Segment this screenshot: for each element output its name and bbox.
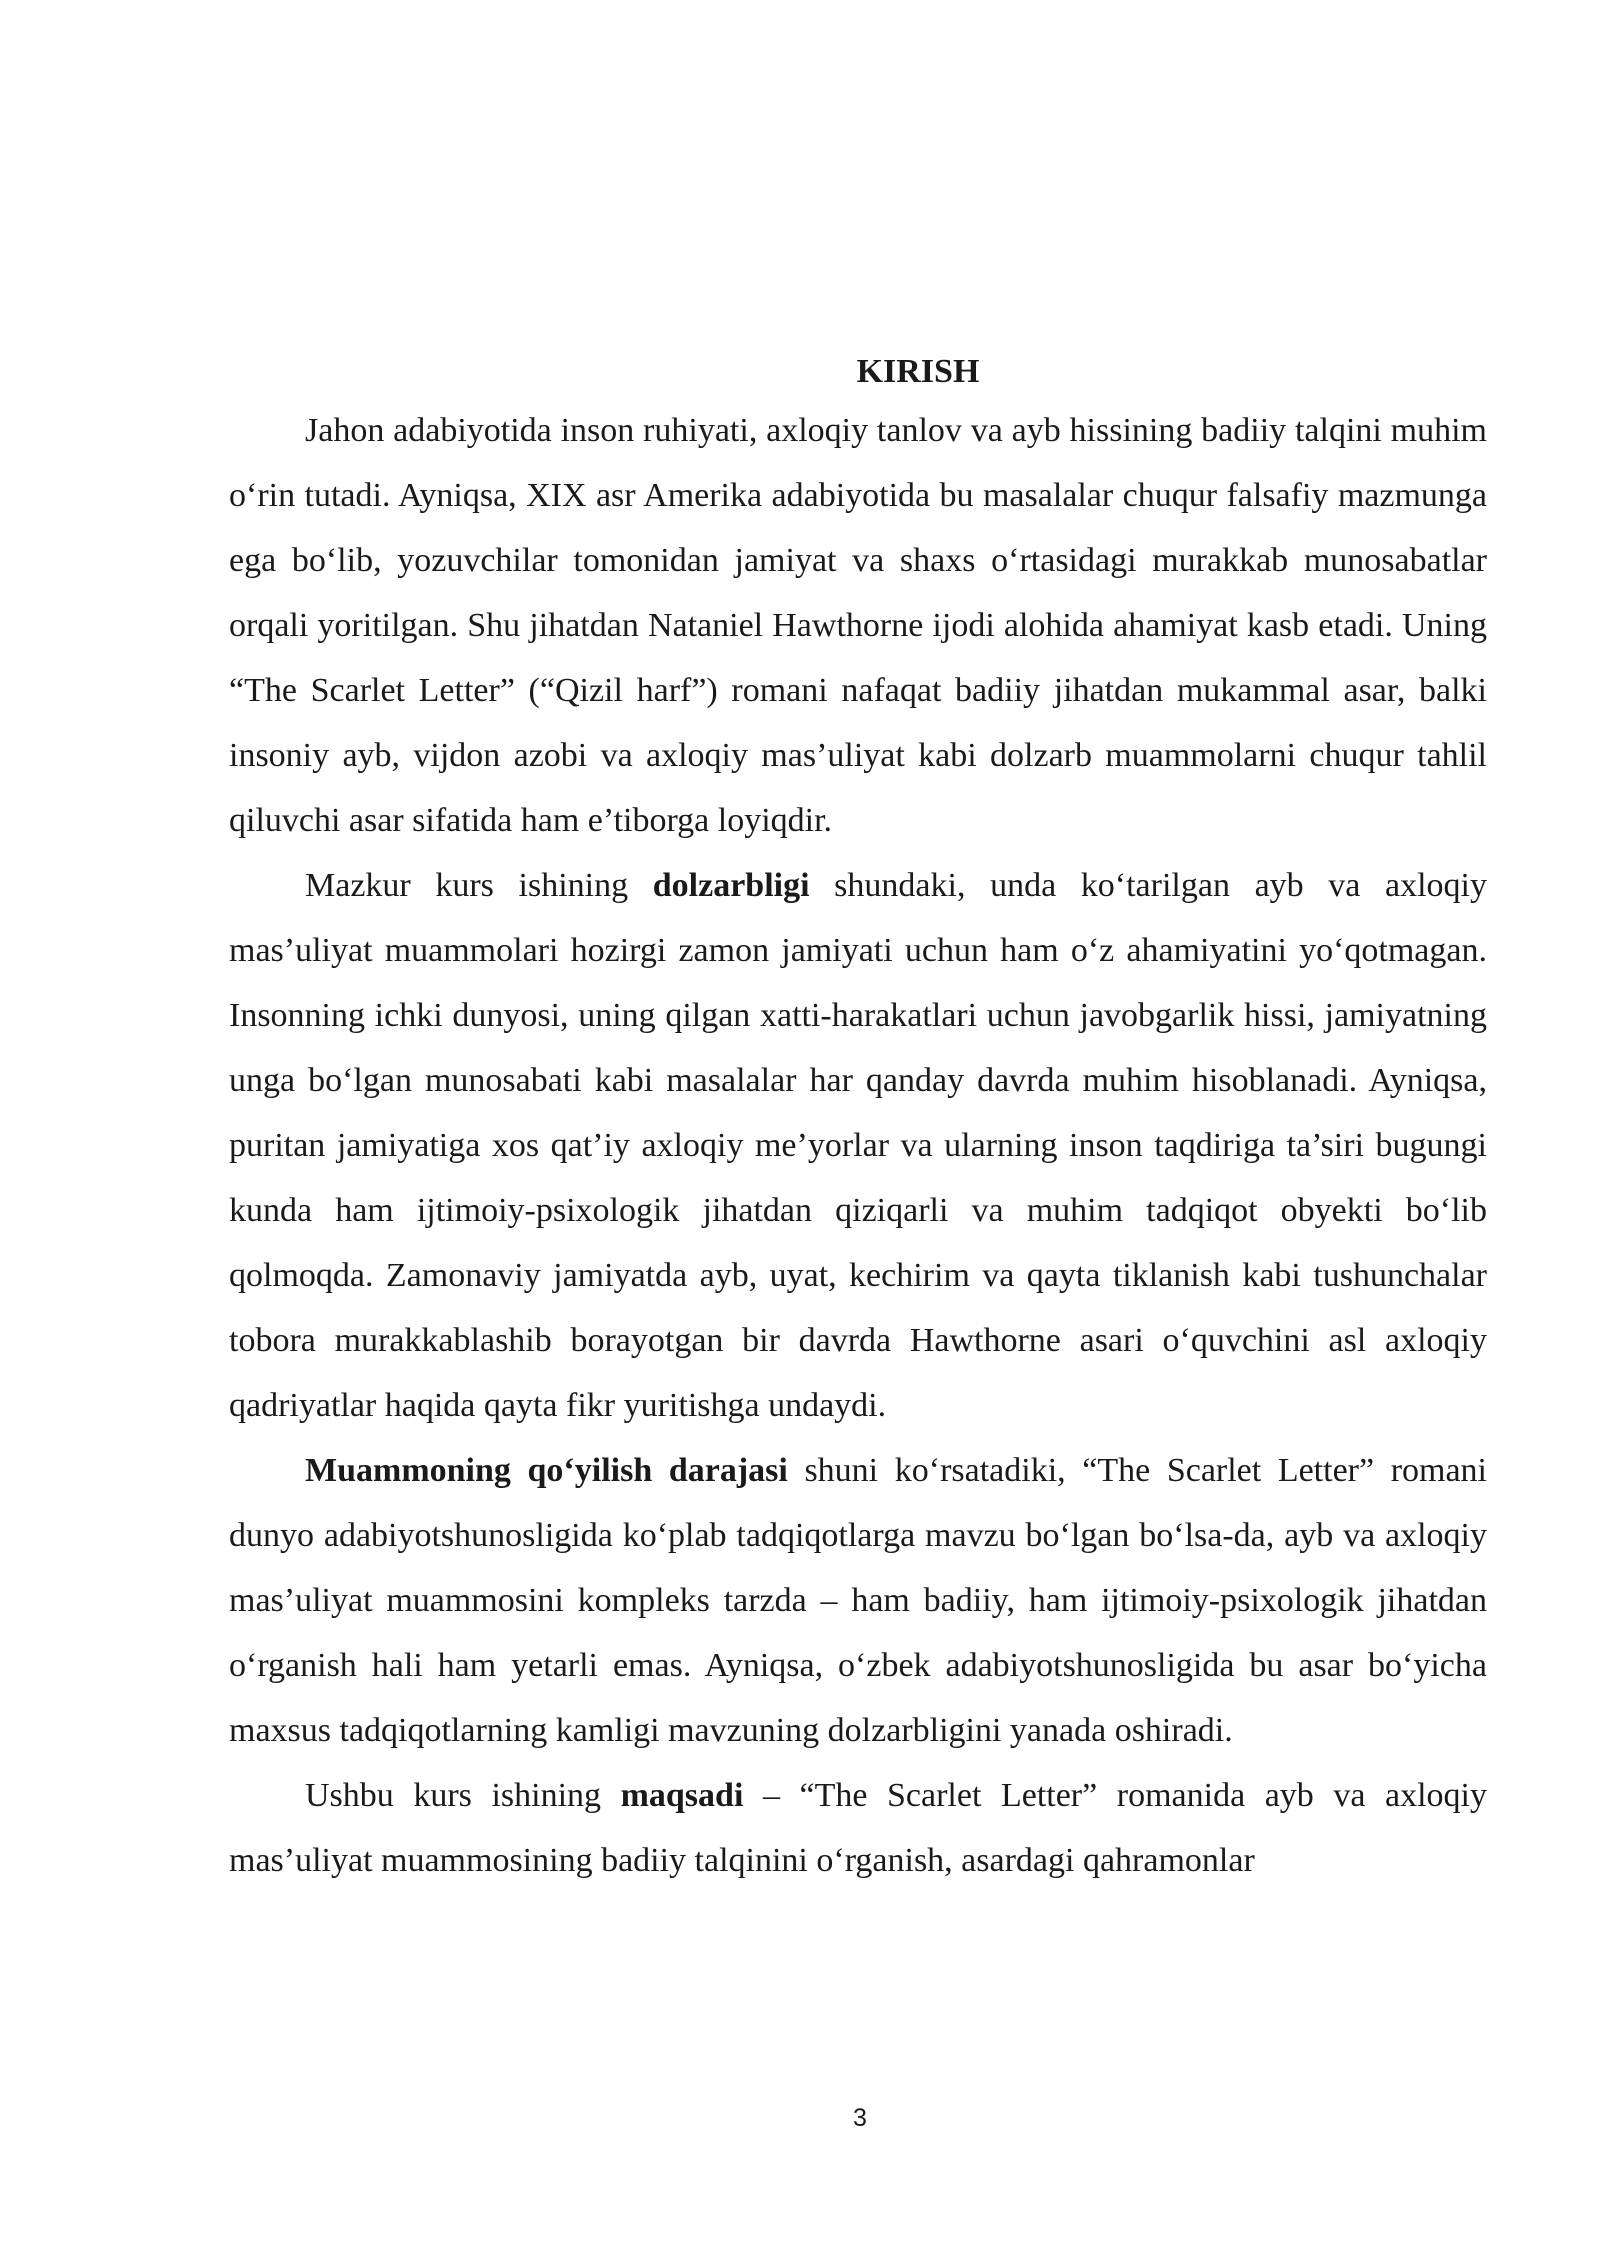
paragraph-lead: Mazkur kurs ishining — [305, 867, 653, 904]
paragraph-3 — [229, 1438, 1487, 1763]
page-number: 3 — [853, 2104, 867, 2132]
paragraph-lead: Ushbu kurs ishining — [305, 1777, 621, 1814]
paragraph-2 — [229, 853, 1487, 1438]
bold-term: dolzarbligi — [652, 867, 810, 904]
paragraph-4 — [229, 1763, 1487, 1893]
bold-term: Muammoning qo‘yilish darajasi — [305, 1452, 788, 1489]
paragraph-1 — [229, 398, 1487, 853]
paragraph-text: Jahon adabiyotida inson ruhiyati, axloqiy tanlov va ayb hissining badiiy talqini muhim o‘rin tutadi. Ayniqsa, XIX asr Amerika adabiyotida bu masalalar chuqur falsafiy mazmunga ega bo‘lib, yozuvchilar tomonidan jamiyat va shaxs o‘rtasidagi murakkab munosabatlar orqali yoritilgan. Shu jihatdan Nataniel Hawthorne ijodi alohida ahamiyat kasb etadi. Uning “The Scarlet Letter” (“Qizil harf”) romani nafaqat badiiy jihatdan mukammal asar, balki insoniy ayb, vijdon azobi va axloqiy mas’uliyat kabi dolzarb muammolarni chuqur tahlil qiluvchi asar sifatida ham e’tiborga loyiqdir. — [229, 412, 1487, 839]
paragraph-text: shundaki, unda ko‘tarilgan ayb va axloqiy mas’uliyat muammolari hozirgi zamon jamiyati uchun ham o‘z ahamiyatini yo‘qotmagan. Insonning ichki dunyosi, uning qilgan xatti-harakatlari uchun javobgarlik hissi, jamiyatning unga bo‘lgan munosabati kabi masalalar har qanday davrda muhim hisoblanadi. Ayniqsa, puritan jamiyatiga xos qat’iy axloqiy me’yorlar va ularning inson taqdiriga ta’siri bugungi kunda ham ijtimoiy-psixologik jihatdan qiziqarli va muhim tadqiqot obyekti bo‘lib qolmoqda. Zamonaviy jamiyatda ayb, uyat, kechirim va qayta tiklanish kabi tushunchalar tobora murakkablashib borayotgan bir davrda Hawthorne asari o‘quvchini asl axloqiy qadriyatlar haqida qayta fikr yuritishga undaydi. — [229, 867, 1487, 1424]
page-body — [229, 346, 1487, 1893]
bold-term: maqsadi — [620, 1777, 744, 1814]
section-heading: KIRISH — [856, 353, 980, 390]
paragraph-text: – “The Scarlet Letter” romanida ayb va axloqiy mas’uliyat muammosining badiiy talqinini o‘rganish, asardagi qahramonlar — [229, 1777, 1487, 1879]
paragraph-text: shuni ko‘rsatadiki, “The Scarlet Letter” romani dunyo adabiyotshunosligida ko‘plab tadqiqotlarga mavzu bo‘lgan bo‘lsa-da, ayb va axloqiy mas’uliyat muammosini kompleks tarzda – ham badiiy, ham ijtimoiy-psixologik jihatdan o‘rganish hali ham yetarli emas. Ayniqsa, o‘zbek adabiyotshunosligida bu asar bo‘yicha maxsus tadqiqotlarning kamligi mavzuning dolzarbligini yanada oshiradi. — [229, 1452, 1487, 1749]
